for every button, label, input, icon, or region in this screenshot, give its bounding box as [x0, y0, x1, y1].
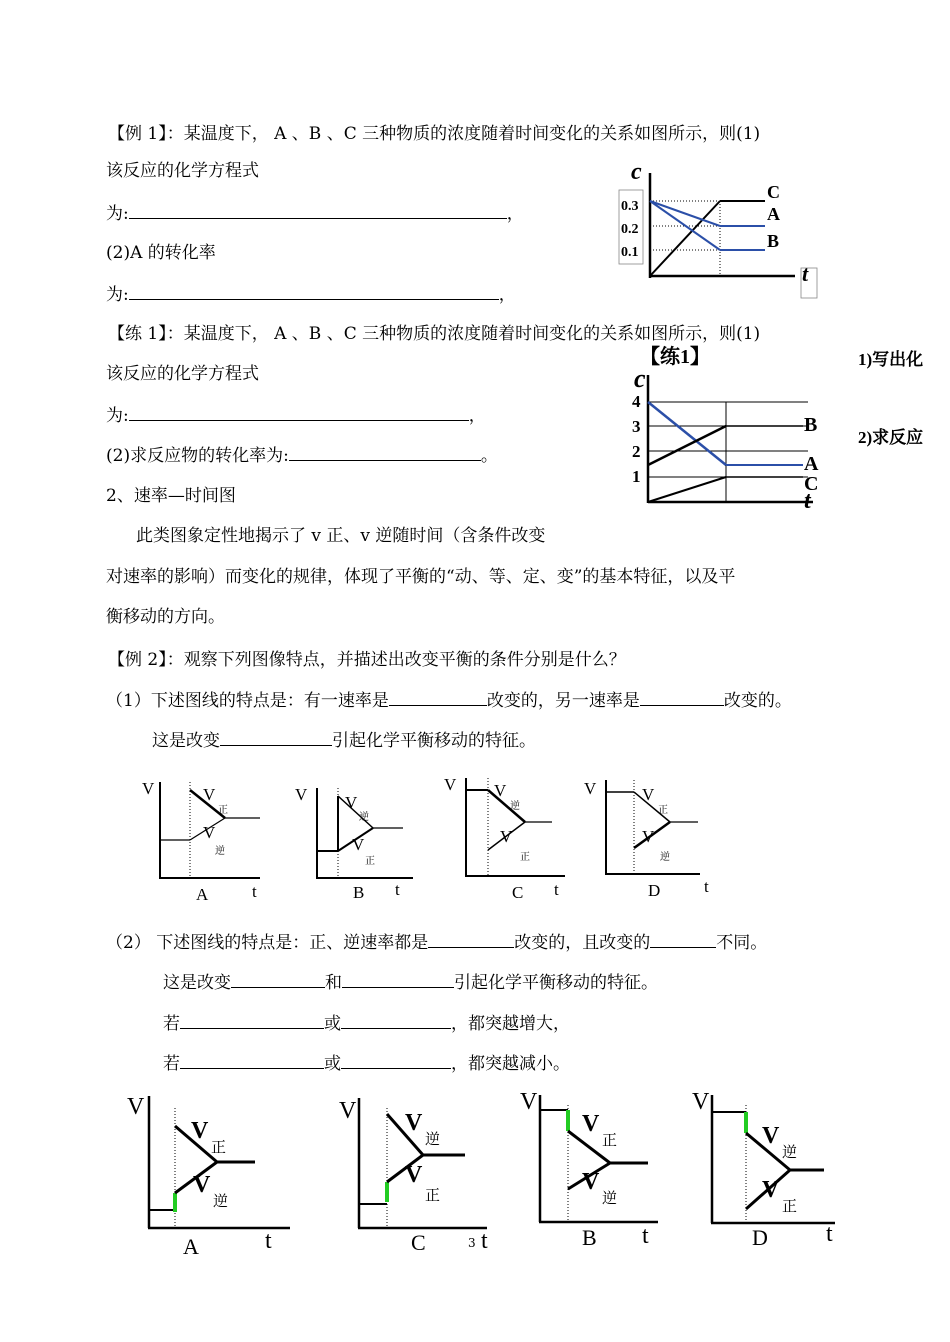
side-question-1: 1)写出化 — [858, 350, 924, 369]
upper-rate-label: V — [642, 785, 655, 804]
upper-rate-sub: 正 — [602, 1133, 618, 1149]
answer-blank[interactable] — [129, 404, 469, 421]
practice1-line2: 该反应的化学方程式 — [106, 364, 259, 384]
upper-rate-sub: 正 — [658, 805, 668, 816]
lower-rate-label: V — [352, 835, 365, 854]
answer-blank[interactable] — [341, 1052, 451, 1069]
axis-y-label: V — [295, 785, 308, 804]
section2-para2: 对速率的影响）而变化的规律，体现了平衡的“动、等、定、变”的基本特征，以及平 — [106, 567, 736, 587]
tick-label: 0.2 — [621, 222, 639, 237]
example2-q1-line2: 这是改变 引起化学平衡移动的特征。 — [152, 731, 536, 751]
upper-rate-label: V — [345, 793, 358, 812]
tick-label: 0.1 — [621, 245, 639, 260]
rate-graph-B — [295, 778, 425, 913]
section2-para3: 衡移动的方向。 — [106, 607, 225, 627]
answer-blank[interactable] — [341, 1012, 451, 1029]
series-label: C — [804, 473, 819, 495]
answer-blank[interactable] — [231, 971, 325, 988]
lower-rate-sub: 逆 — [602, 1191, 618, 1207]
graph-label: D — [648, 881, 661, 900]
graph-label: C — [411, 1230, 426, 1255]
upper-rate-sub: 逆 — [359, 812, 369, 823]
example2-q2: （2） 下述图线的特点是：正、逆速率都是 改变的，且改变的 不同。 — [106, 933, 768, 953]
upper-rate-sub: 正 — [211, 1140, 227, 1156]
rate-graph-A — [140, 772, 270, 907]
graph-label: B — [353, 883, 365, 902]
rate-graph-bottom-C — [337, 1088, 507, 1258]
lower-rate-sub: 正 — [520, 852, 530, 863]
axis-y-label: V — [444, 775, 457, 794]
example1-answer2: 为: ， — [106, 285, 516, 305]
answer-blank[interactable] — [428, 931, 514, 948]
graph-label: D — [752, 1225, 768, 1250]
rate-graph-D — [582, 772, 722, 907]
lower-rate-label: V — [405, 1162, 423, 1188]
answer-blank[interactable] — [342, 971, 454, 988]
tick-label: 3 — [632, 417, 641, 436]
axis-x-label: t — [826, 1221, 833, 1247]
answer-blank[interactable] — [220, 729, 332, 746]
upper-rate-label: V — [762, 1123, 780, 1149]
example1-line1: 【例 1】：某温度下， A 、B 、C 三种物质的浓度随着时间变化的关系如图所示，则(1) — [108, 124, 761, 144]
graph-label: B — [582, 1225, 597, 1250]
upper-rate-sub: 逆 — [425, 1132, 441, 1148]
series-label: B — [767, 231, 780, 251]
axis-y-label: V — [692, 1089, 710, 1115]
graph-label: A — [183, 1234, 199, 1259]
example1-line4: (2)A 的转化率 — [106, 243, 216, 263]
example2-q2-line4: 若 或 ，都突越减小。 — [163, 1054, 570, 1074]
concentration-chart-practice1 — [628, 365, 838, 515]
lower-rate-label: V — [642, 827, 655, 846]
upper-rate-sub: 正 — [218, 805, 228, 816]
lower-rate-sub: 正 — [782, 1199, 798, 1215]
upper-rate-sub: 逆 — [510, 801, 520, 812]
practice1-chart-title: 【练1】 — [640, 346, 710, 368]
axis-x-label: t — [265, 1228, 272, 1254]
axis-x-label: t — [804, 488, 811, 514]
answer-blank[interactable] — [389, 689, 487, 706]
rate-graph-bottom-D — [690, 1085, 860, 1255]
tick-label: 1 — [632, 467, 641, 486]
tick-label: 4 — [632, 392, 641, 411]
section2-heading: 2、速率—时间图 — [106, 486, 236, 506]
rate-graph-C — [440, 770, 580, 905]
upper-rate-label: V — [405, 1110, 423, 1136]
answer-blank[interactable] — [180, 1052, 324, 1069]
answer-blank[interactable] — [640, 689, 724, 706]
graph-label: A — [196, 885, 209, 904]
tick-label: 2 — [632, 442, 641, 461]
upper-rate-label: V — [203, 785, 216, 804]
answer-blank[interactable] — [129, 202, 507, 219]
lower-rate-sub: 逆 — [213, 1194, 229, 1210]
concentration-chart-example1 — [615, 158, 825, 298]
lower-rate-sub: 逆 — [660, 852, 670, 863]
upper-rate-label: V — [494, 781, 507, 800]
axis-y-label: V — [520, 1089, 538, 1115]
tick-label: 0.3 — [621, 199, 639, 214]
upper-rate-label: V — [582, 1111, 600, 1137]
axis-x-label: t — [802, 261, 809, 286]
axis-y-label: c — [634, 364, 646, 393]
axis-y-label: V — [142, 779, 155, 798]
side-question-2: 2)求反应 — [858, 428, 924, 447]
section2-para1: 此类图象定性地揭示了 v 正、v 逆随时间（含条件改变 — [136, 526, 546, 546]
series-label: A — [804, 453, 819, 475]
rate-graph-bottom-B — [518, 1085, 688, 1255]
lower-rate-sub: 逆 — [215, 846, 225, 857]
practice1-line1: 【练 1】：某温度下， A 、B 、C 三种物质的浓度随着时间变化的关系如图所示，则(1) — [108, 324, 761, 344]
axis-x-label: t — [704, 877, 709, 896]
practice1-answer2: (2)求反应物的转化率为: 。 — [106, 446, 498, 466]
axis-y-label: V — [339, 1098, 357, 1124]
upper-rate-sub: 逆 — [782, 1145, 798, 1161]
lower-rate-sub: 正 — [425, 1188, 441, 1204]
practice1-answer1: 为: ， — [106, 406, 486, 426]
lower-rate-label: V — [582, 1169, 600, 1195]
answer-blank[interactable] — [129, 283, 499, 300]
series-label: C — [767, 182, 780, 202]
axis-y-label: V — [584, 779, 597, 798]
lower-rate-label: V — [203, 823, 216, 842]
example1-line2: 该反应的化学方程式 — [106, 161, 259, 181]
lower-rate-label: V — [193, 1172, 211, 1198]
answer-blank[interactable] — [289, 444, 481, 461]
example2-title: 【例 2】：观察下列图像特点，并描述出改变平衡的条件分别是什么？ — [108, 650, 626, 670]
example2-q2-line2: 这是改变 和 引起化学平衡移动的特征。 — [163, 973, 658, 993]
upper-rate-label: V — [191, 1118, 209, 1144]
answer-blank[interactable] — [180, 1012, 324, 1029]
axis-y-label: V — [127, 1094, 145, 1120]
axis-x-label: t — [554, 880, 559, 899]
series-label: B — [804, 414, 818, 436]
lower-rate-sub: 正 — [365, 856, 375, 867]
axis-y-label: c — [631, 159, 642, 185]
axis-x-label: t — [395, 880, 400, 899]
graph-label: C — [512, 883, 524, 902]
example2-q1: （1）下述图线的特点是：有一速率是 改变的，另一速率是 改变的。 — [106, 691, 792, 711]
axis-x-label: t — [642, 1223, 649, 1249]
rate-graph-bottom-A — [125, 1088, 295, 1258]
lower-rate-label: V — [500, 827, 513, 846]
example1-answer1: 为: ， — [106, 204, 524, 224]
axis-x-label: t — [252, 882, 257, 901]
page-number: 3 — [468, 1236, 476, 1250]
series-label: A — [767, 204, 780, 224]
example2-q2-line3: 若 或 ，都突越增大， — [163, 1014, 570, 1034]
lower-rate-label: V — [762, 1177, 780, 1203]
answer-blank[interactable] — [650, 931, 716, 948]
axis-x-label: t — [481, 1228, 488, 1254]
